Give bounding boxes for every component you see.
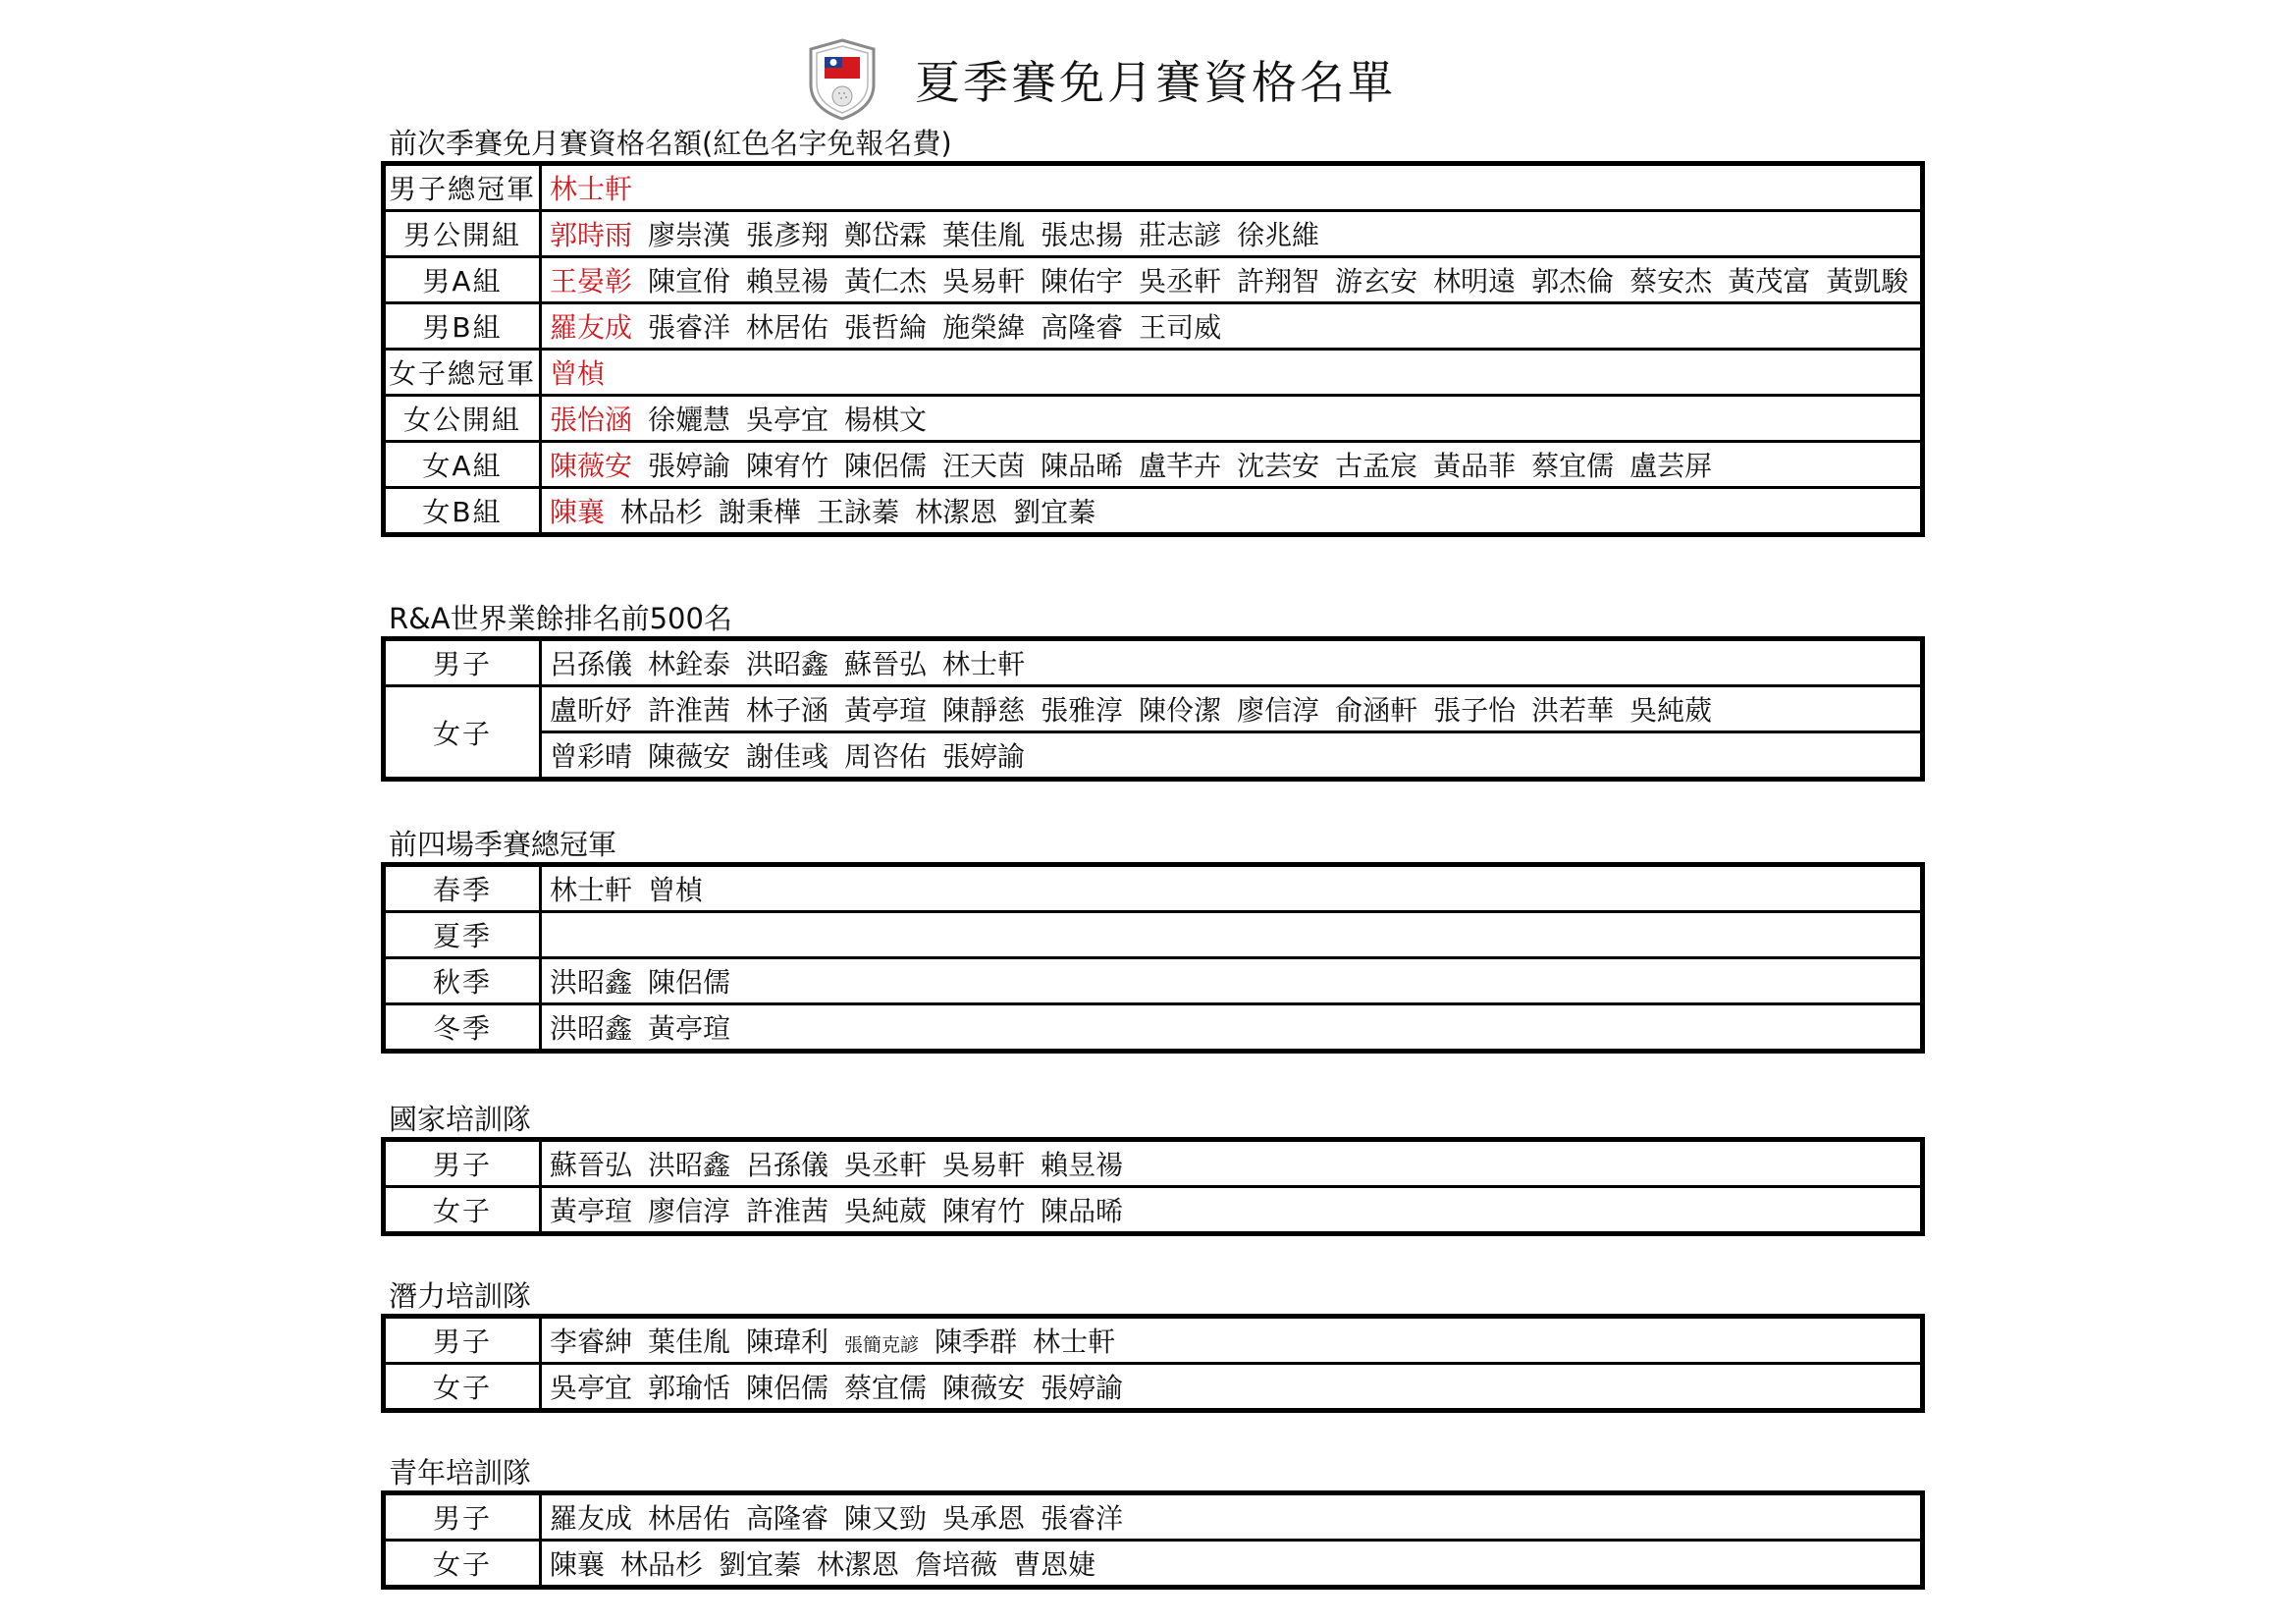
player-name: 陳薇安 (942, 1372, 1026, 1404)
player-name: 陳又勁 (844, 1502, 928, 1535)
player-name: 張彥翔 (746, 219, 829, 251)
table-row (384, 1493, 1923, 1541)
player-name: 施榮緯 (942, 311, 1026, 344)
player-name: 陳侶儒 (746, 1372, 829, 1404)
player-name: 謝秉樺 (719, 496, 802, 528)
player-name: 張忠揚 (1041, 219, 1124, 251)
player-name: 黃亭瑄 (648, 1012, 731, 1045)
section-title: R&A世界業餘排名前500名 (389, 602, 732, 635)
category-label: 男B組 (384, 303, 541, 350)
player-name: 楊棋文 (844, 404, 928, 436)
category-label: 男A組 (384, 257, 541, 303)
player-name: 林士軒 (942, 648, 1026, 680)
player-name: 陳侶儒 (844, 450, 928, 482)
table-row (384, 396, 1923, 442)
player-name: 李睿紳 (550, 1326, 633, 1358)
player-name: 王詠蓁 (817, 496, 900, 528)
category-label: 女公開組 (384, 396, 541, 442)
player-name: 張婷諭 (942, 740, 1026, 773)
names-cell (541, 912, 1923, 958)
roster-section (381, 1455, 1925, 1590)
player-name: 蘇晉弘 (844, 648, 928, 680)
category-label: 男子總冠軍 (384, 164, 541, 211)
table-row (384, 686, 1923, 732)
player-name: 吳丞軒 (844, 1149, 928, 1181)
table-row (384, 1541, 1923, 1588)
table-row (384, 1187, 1923, 1234)
player-name: 蔡宜儒 (1531, 450, 1615, 482)
player-name: 沈芸安 (1237, 450, 1320, 482)
table-row (384, 303, 1923, 350)
player-name: 詹培薇 (915, 1548, 998, 1581)
names-cell (541, 257, 1923, 303)
player-name: 張雅淳 (1041, 694, 1124, 727)
player-name: 陳品晞 (1041, 1195, 1124, 1227)
player-name: 古孟宸 (1335, 450, 1418, 482)
player-name: 許淮茜 (746, 1195, 829, 1227)
names-cell (541, 1187, 1923, 1234)
player-name: 陳宣佾 (648, 265, 731, 298)
names-cell (541, 350, 1923, 396)
section-title: 前四場季賽總冠軍 (389, 828, 617, 861)
player-name: 洪昭鑫 (746, 648, 829, 680)
player-name: 蔡宜儒 (844, 1372, 928, 1404)
category-label: 女A組 (384, 442, 541, 488)
category-label: 冬季 (384, 1004, 541, 1052)
names-cell (541, 396, 1923, 442)
names-cell (541, 1493, 1923, 1541)
player-name: 賴昱禓 (1041, 1149, 1124, 1181)
player-name: 陳品晞 (1041, 450, 1124, 482)
player-name: 廖信淳 (1237, 694, 1320, 727)
player-name: 盧昕妤 (550, 694, 633, 727)
player-name: 吳丞軒 (1139, 265, 1222, 298)
player-name: 陳侶儒 (648, 966, 731, 999)
names-cell (541, 958, 1923, 1004)
table-row (384, 865, 1923, 912)
player-name: 郭時雨 (550, 219, 633, 251)
player-name: 黃仁杰 (844, 265, 928, 298)
player-name: 莊志諺 (1139, 219, 1222, 251)
player-name: 陳靜慈 (942, 694, 1026, 727)
table-row (384, 1140, 1923, 1187)
player-name: 林明遠 (1433, 265, 1517, 298)
page-header (805, 35, 1396, 124)
player-name: 呂孫儀 (746, 1149, 829, 1181)
category-label: 女B組 (384, 488, 541, 535)
names-cell (541, 1004, 1923, 1052)
player-name: 林居佑 (648, 1502, 731, 1535)
player-name: 吳純葳 (1629, 694, 1713, 727)
player-name: 陳襄 (550, 496, 606, 528)
player-name: 蘇晉弘 (550, 1149, 633, 1181)
roster-table (381, 862, 1925, 1054)
category-label: 男子 (384, 639, 541, 686)
player-name: 林品杉 (620, 1548, 704, 1581)
category-label: 男子 (384, 1493, 541, 1541)
player-name: 陳佑宇 (1041, 265, 1124, 298)
names-cell (541, 303, 1923, 350)
player-name: 謝佳彧 (746, 740, 829, 773)
player-name: 呂孫儀 (550, 648, 633, 680)
table-row (384, 1364, 1923, 1411)
player-name: 林銓泰 (648, 648, 731, 680)
player-name: 吳易軒 (942, 1149, 1026, 1181)
player-name: 羅友成 (550, 311, 633, 344)
table-row (384, 350, 1923, 396)
section-title: 前次季賽免月賽資格名額(紅色名字免報名費) (389, 127, 952, 160)
player-name: 林潔恩 (817, 1548, 900, 1581)
table-row (384, 488, 1923, 535)
player-name: 林士軒 (550, 173, 633, 205)
category-label: 女子 (384, 1187, 541, 1234)
roster-table (381, 1490, 1925, 1590)
player-name: 林潔恩 (915, 496, 998, 528)
player-name: 郭瑜恬 (648, 1372, 731, 1404)
player-name: 吳亭宜 (746, 404, 829, 436)
names-cell (541, 1364, 1923, 1411)
player-name: 陳薇安 (648, 740, 731, 773)
player-name: 曾楨 (648, 874, 704, 906)
category-label: 女子總冠軍 (384, 350, 541, 396)
player-name: 蔡安杰 (1629, 265, 1713, 298)
player-name: 許翔智 (1237, 265, 1320, 298)
player-name: 周咨佑 (844, 740, 928, 773)
category-label: 女子 (384, 686, 541, 780)
player-name: 林品杉 (620, 496, 704, 528)
roster-section (381, 827, 1925, 1054)
player-name: 羅友成 (550, 1502, 633, 1535)
names-cell (541, 732, 1923, 780)
player-name: 俞涵軒 (1335, 694, 1418, 727)
player-name: 張睿洋 (1041, 1502, 1124, 1535)
player-name: 張子怡 (1433, 694, 1517, 727)
player-name: 林子涵 (746, 694, 829, 727)
player-name: 陳宥竹 (942, 1195, 1026, 1227)
roster-table (381, 636, 1925, 782)
player-name: 徐兆維 (1237, 219, 1320, 251)
player-name: 劉宜蓁 (719, 1548, 802, 1581)
category-label: 春季 (384, 865, 541, 912)
names-cell (541, 1541, 1923, 1588)
names-cell (541, 488, 1923, 535)
player-name: 黃亭瑄 (844, 694, 928, 727)
category-label: 男公開組 (384, 211, 541, 257)
player-name: 林士軒 (1033, 1326, 1116, 1358)
table-row (384, 732, 1923, 780)
roster-table (381, 1314, 1925, 1413)
names-cell (541, 442, 1923, 488)
table-row (384, 164, 1923, 211)
player-name: 徐孋慧 (648, 404, 731, 436)
category-label: 夏季 (384, 912, 541, 958)
player-name: 陳瑋利 (746, 1326, 829, 1358)
player-name: 張怡涵 (550, 404, 633, 436)
player-name: 盧芸屏 (1629, 450, 1713, 482)
player-name: 曾楨 (550, 357, 606, 390)
player-name: 張婷諭 (648, 450, 731, 482)
table-row (384, 442, 1923, 488)
player-name: 張睿洋 (648, 311, 731, 344)
player-name: 許淮茜 (648, 694, 731, 727)
player-name: 廖信淳 (648, 1195, 731, 1227)
names-cell (541, 164, 1923, 211)
roster-section (381, 1102, 1925, 1236)
table-row (384, 958, 1923, 1004)
player-name: 盧芊卉 (1139, 450, 1222, 482)
association-logo-icon (805, 37, 880, 122)
player-name: 黃茂富 (1728, 265, 1811, 298)
player-name: 葉佳胤 (942, 219, 1026, 251)
names-cell (541, 865, 1923, 912)
names-cell (541, 639, 1923, 686)
player-name: 洪昭鑫 (550, 966, 633, 999)
player-name: 吳亭宜 (550, 1372, 633, 1404)
player-name: 曹恩婕 (1013, 1548, 1096, 1581)
player-name: 陳季群 (934, 1326, 1018, 1358)
player-name: 高隆睿 (746, 1502, 829, 1535)
names-cell (541, 211, 1923, 257)
player-name: 吳純葳 (844, 1195, 928, 1227)
player-name: 陳伶潔 (1139, 694, 1222, 727)
section-title: 潛力培訓隊 (389, 1279, 532, 1313)
roster-section (381, 126, 1925, 537)
roster-section (381, 601, 1925, 782)
player-name: 黃亭瑄 (550, 1195, 633, 1227)
player-name: 張哲綸 (844, 311, 928, 344)
player-name: 汪天茵 (942, 450, 1026, 482)
player-name: 林士軒 (550, 874, 633, 906)
player-name: 張婷諭 (1041, 1372, 1124, 1404)
section-title: 青年培訓隊 (389, 1456, 532, 1489)
player-name: 洪昭鑫 (648, 1149, 731, 1181)
category-label: 男子 (384, 1317, 541, 1364)
player-name: 賴昱禓 (746, 265, 829, 298)
category-label: 女子 (384, 1364, 541, 1411)
player-name: 吳易軒 (942, 265, 1026, 298)
player-name: 鄭岱霖 (844, 219, 928, 251)
player-name: 陳宥竹 (746, 450, 829, 482)
player-name: 洪若華 (1531, 694, 1615, 727)
section-title: 國家培訓隊 (389, 1103, 532, 1136)
table-row (384, 1004, 1923, 1052)
category-label: 男子 (384, 1140, 541, 1187)
player-name: 劉宜蓁 (1013, 496, 1096, 528)
player-name: 黃品菲 (1433, 450, 1517, 482)
table-row (384, 1317, 1923, 1364)
category-label: 秋季 (384, 958, 541, 1004)
player-name: 吳承恩 (942, 1502, 1026, 1535)
player-name: 陳襄 (550, 1548, 606, 1581)
table-row (384, 639, 1923, 686)
table-row (384, 257, 1923, 303)
roster-table (381, 1137, 1925, 1236)
player-name: 游玄安 (1335, 265, 1418, 298)
player-name: 陳薇安 (550, 450, 633, 482)
table-row (384, 912, 1923, 958)
player-name: 洪昭鑫 (550, 1012, 633, 1045)
names-cell (541, 1140, 1923, 1187)
roster-table (381, 161, 1925, 537)
page-title: 夏季賽免月賽資格名單 (915, 56, 1396, 109)
player-name: 郭杰倫 (1531, 265, 1615, 298)
player-name: 高隆睿 (1041, 311, 1124, 344)
player-name: 黃凱駿 (1826, 265, 1909, 298)
names-cell (541, 1317, 1923, 1364)
player-name: 王司威 (1139, 311, 1222, 344)
roster-section (381, 1278, 1925, 1413)
table-row (384, 211, 1923, 257)
category-label: 女子 (384, 1541, 541, 1588)
player-name: 廖崇漢 (648, 219, 731, 251)
player-name: 葉佳胤 (648, 1326, 731, 1358)
names-cell (541, 686, 1923, 732)
player-name: 張簡克諺 (844, 1334, 920, 1356)
player-name: 林居佑 (746, 311, 829, 344)
player-name: 曾彩晴 (550, 740, 633, 773)
player-name: 王晏彰 (550, 265, 633, 298)
